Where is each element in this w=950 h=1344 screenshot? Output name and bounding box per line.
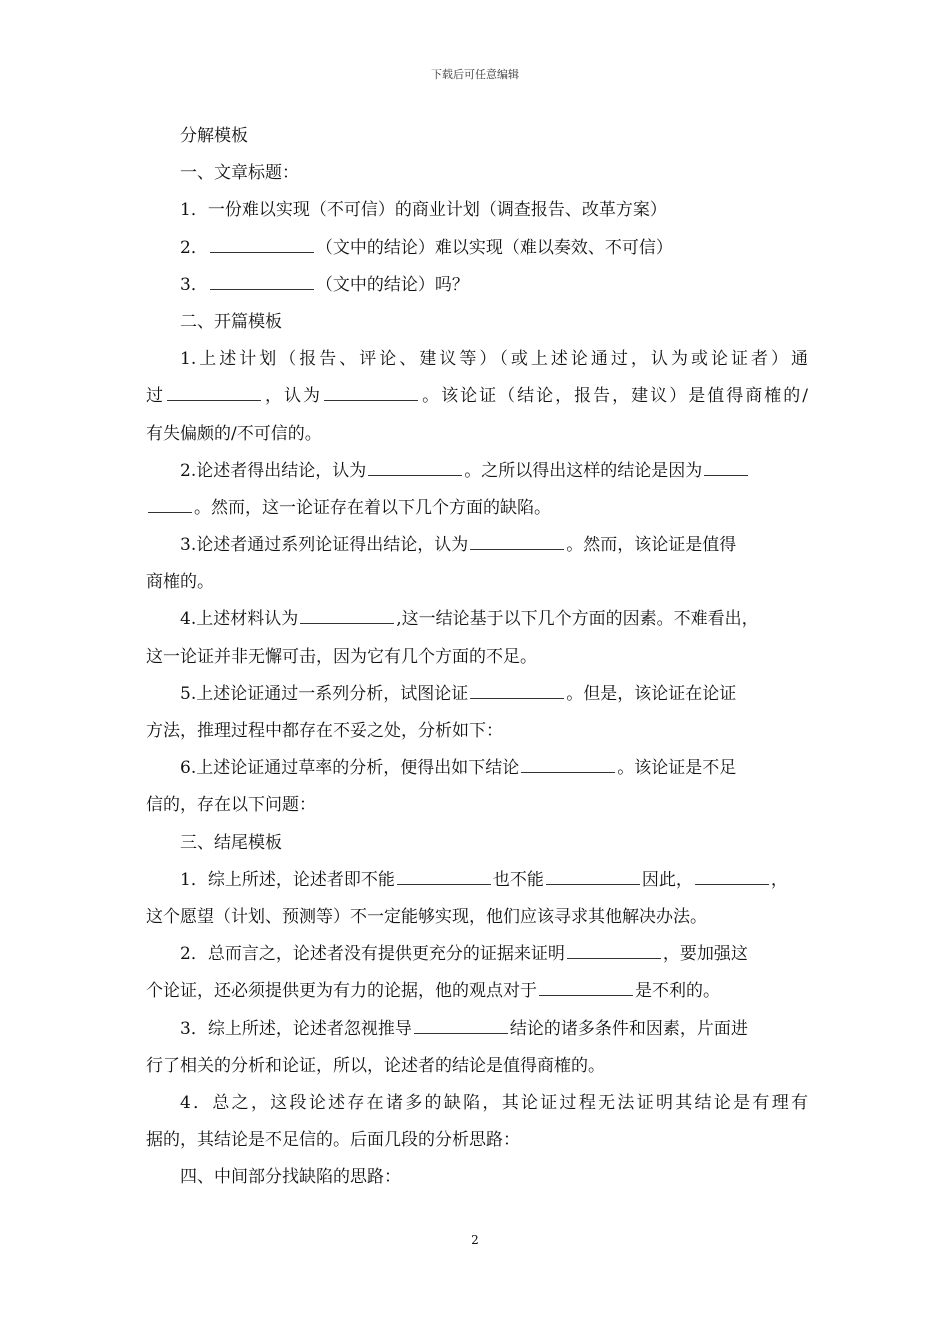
paragraph: 行了相关的分析和论证，所以，论述者的结论是值得商榷的。 (146, 1055, 605, 1076)
text-run: 。之所以得出这样的结论是因为 (464, 460, 703, 481)
paragraph: 方法，推理过程中都存在不妥之处，分析如下： (146, 721, 503, 741)
text-run: 个论证，还必须提供更为有力的论据，他的观点对于 (146, 981, 537, 1002)
text-run: 5.上述论证通过一系列分析，试图论证 (180, 683, 469, 704)
paragraph (146, 490, 808, 527)
fill-blank (546, 867, 640, 885)
text-run: 。该论证（结论，报告，建议）是值得商榷的/ (420, 386, 809, 407)
heading-article-title: 一、文章标题： (180, 163, 299, 184)
paragraph (146, 862, 808, 899)
text-run: 过 (146, 386, 166, 407)
fill-blank (414, 1016, 508, 1034)
fill-blank (704, 458, 748, 476)
paragraph: 据的，其结论是不足信的。后面几段的分析思路： (146, 1130, 520, 1151)
text-run: （文中的结论）吗？ (315, 274, 469, 295)
fill-blank (567, 941, 661, 959)
fill-blank (148, 495, 192, 513)
text-run: 3．综上所述，论述者忽视推导 (180, 1018, 412, 1039)
fill-blank (397, 867, 491, 885)
text-run: 。然而，这一论证存在着以下几个方面的缺陷。 (194, 497, 551, 518)
paragraph: 信的，存在以下问题： (146, 795, 316, 816)
text-run: 3.论述者通过系列论证得出结论，认为 (180, 535, 469, 556)
text-run: 2．总而言之，论述者没有提供更充分的证据来证明 (180, 944, 565, 965)
text-run: 3． (180, 274, 208, 295)
fill-blank (324, 383, 418, 401)
text-run: 。该论证是不足 (617, 758, 737, 779)
paragraph: 有失偏颇的/不可信的。 (146, 423, 322, 444)
text-run: 1．综上所述，论述者即不能 (180, 869, 395, 890)
heading-closing-template: 三、结尾模板 (180, 832, 282, 853)
paragraph: 这一论证并非无懈可击，因为它有几个方面的不足。 (146, 646, 537, 667)
paragraph (146, 267, 808, 304)
fill-blank (210, 235, 314, 253)
page-header: 下载后可任意编辑 (431, 68, 519, 81)
paragraph: 4．总之，这段论述存在诸多的缺陷，其论证过程无法证明其结论是有理有 (180, 1092, 808, 1113)
paragraph (146, 230, 808, 267)
paragraph: 商榷的。 (146, 572, 214, 593)
paragraph (146, 601, 808, 638)
text-run: 是不利的。 (635, 981, 720, 1002)
document-body (146, 118, 808, 1196)
text-run: （文中的结论）难以实现（难以奏效、不可信） (315, 237, 673, 258)
text-run: 6.上述论证通过草率的分析，便得出如下结论 (180, 758, 520, 779)
text-run: ，认为 (263, 386, 323, 407)
paragraph (146, 1011, 808, 1048)
text-run: 。但是，该论证在论证 (566, 683, 737, 704)
fill-blank (167, 383, 261, 401)
text-run: ,这一结论基于以下几个方面的因素。不难看出， (396, 609, 759, 630)
paragraph: 1.上述计划（报告、评论、建议等）（或上述论通过，认为或论证者）通 (180, 349, 808, 370)
fill-blank (300, 606, 394, 624)
section-title: 分解模板 (180, 126, 248, 146)
paragraph (146, 527, 808, 564)
paragraph (146, 676, 808, 713)
fill-blank (470, 532, 564, 550)
paragraph (146, 453, 808, 490)
text-run: 也不能 (492, 869, 544, 890)
fill-blank (521, 755, 615, 773)
text-run: ，要加强这 (662, 944, 748, 965)
text-run: 2.论述者得出结论，认为 (180, 460, 367, 481)
text-run: 结论的诸多条件和因素，片面进 (509, 1018, 748, 1039)
fill-blank (368, 458, 462, 476)
paragraph: 1．一份难以实现（不可信）的商业计划（调查报告、改革方案） (180, 200, 667, 221)
paragraph (146, 973, 808, 1010)
fill-blank (539, 978, 633, 996)
paragraph (146, 750, 808, 787)
text-run: 因此， (641, 869, 693, 890)
fill-blank (695, 867, 769, 885)
paragraph (146, 936, 808, 973)
paragraph (146, 378, 808, 415)
fill-blank (470, 681, 564, 699)
text-run: ， (770, 869, 788, 890)
paragraph: 这个愿望（计划、预测等）不一定能够实现，他们应该寻求其他解决办法。 (146, 906, 707, 927)
text-run: 4.上述材料认为 (180, 609, 299, 630)
text-run: 2． (180, 237, 208, 258)
text-run: 。然而，该论证是值得 (566, 535, 737, 556)
fill-blank (210, 272, 314, 290)
page-number: 2 (471, 1233, 479, 1247)
heading-opening-template: 二、开篇模板 (180, 311, 282, 332)
heading-middle-part: 四、中间部分找缺陷的思路： (180, 1167, 401, 1188)
